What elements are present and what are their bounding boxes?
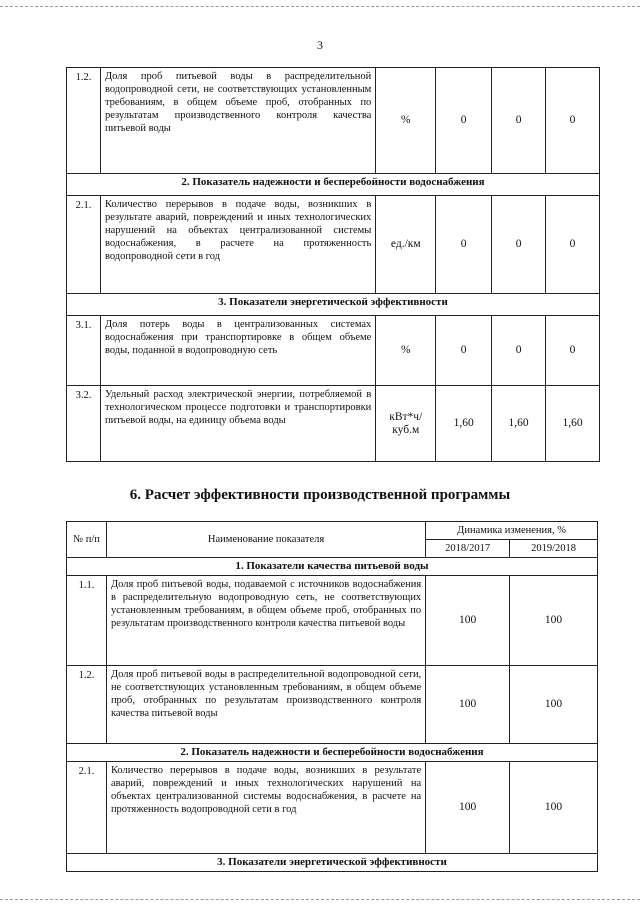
- table-row: [67, 68, 600, 174]
- section-row: [67, 854, 598, 872]
- column-header-year: 2019/2018: [510, 540, 598, 558]
- column-header-number: № п/п: [67, 522, 107, 558]
- section-heading: 3. Показатели энергетической эффективности: [67, 854, 598, 872]
- value-cell: 0: [546, 196, 600, 294]
- scan-edge-top: [0, 0, 640, 7]
- efficiency-table: [66, 521, 598, 872]
- row-number: 2.1.: [67, 196, 101, 294]
- table-row: [67, 762, 598, 854]
- unit-cell: %: [376, 316, 436, 386]
- table-row: [67, 316, 600, 386]
- table-row: [67, 196, 600, 294]
- row-number: 2.1.: [67, 762, 107, 854]
- section-heading: 2. Показатель надежности и бесперебойности водоснабжения: [67, 744, 598, 762]
- indicator-name: Доля проб питьевой воды, подаваемой с источников водоснабжения в распределительную водопроводную сеть, не соответствующих установленным требованиям, в общем объеме проб, отобранных по результатам производственного контроля качества питьевой воды: [106, 576, 425, 666]
- section-heading: 2. Показатель надежности и бесперебойности водоснабжения: [67, 174, 600, 196]
- value-cell: 0: [436, 316, 492, 386]
- value-cell: 1,60: [492, 386, 546, 462]
- column-header-year: 2018/2017: [426, 540, 510, 558]
- value-cell: 0: [492, 196, 546, 294]
- table-row: [67, 386, 600, 462]
- value-cell: 100: [426, 666, 510, 744]
- column-header-name: Наименование показателя: [106, 522, 425, 558]
- unit-cell: кВт*ч/ куб.м: [376, 386, 436, 462]
- value-cell: 1,60: [436, 386, 492, 462]
- indicators-table-continued: [66, 67, 600, 462]
- value-cell: 100: [426, 762, 510, 854]
- value-cell: 100: [510, 762, 598, 854]
- section-row: [67, 558, 598, 576]
- section-row: [67, 744, 598, 762]
- row-number: 1.2.: [67, 68, 101, 174]
- section-title: 6. Расчет эффективности производственной программы: [129, 487, 511, 503]
- indicator-name: Количество перерывов в подаче воды, возникших в результате аварий, повреждений и иных технологических нарушений на объектах централизованной системы водоснабжения, в расчете на протяженность водопроводной сети в год: [106, 762, 425, 854]
- table-header-row: [67, 522, 598, 540]
- row-number: 3.2.: [67, 386, 101, 462]
- value-cell: 0: [492, 68, 546, 174]
- value-cell: 0: [546, 316, 600, 386]
- unit-cell: ед./км: [376, 196, 436, 294]
- section-row: [67, 294, 600, 316]
- scan-edge-bottom: [0, 899, 640, 901]
- row-number: 3.1.: [67, 316, 101, 386]
- indicator-name: Количество перерывов в подаче воды, возникших в результате аварий, повреждений и иных технологических нарушений на объектах централизованной системы водоснабжения, в расчете на протяженность водопроводной сети в год: [100, 196, 375, 294]
- value-cell: 100: [510, 666, 598, 744]
- value-cell: 0: [492, 316, 546, 386]
- section-heading: 3. Показатели энергетической эффективности: [67, 294, 600, 316]
- indicator-name: Удельный расход электрической энергии, потребляемой в технологическом процессе подготовки и транспортировки питьевой воды, на единицу объема воды: [100, 386, 375, 462]
- table-row: [67, 576, 598, 666]
- indicator-name: Доля проб питьевой воды в распределительной водопроводной сети, не соответствующих установленным требованиям, в общем объеме проб, отобранных по результатам производственного контроля качества питьевой воды: [106, 666, 425, 744]
- value-cell: 0: [546, 68, 600, 174]
- section-row: [67, 174, 600, 196]
- value-cell: 100: [510, 576, 598, 666]
- row-number: 1.2.: [67, 666, 107, 744]
- value-cell: 1,60: [546, 386, 600, 462]
- value-cell: 0: [436, 68, 492, 174]
- table-row: [67, 666, 598, 744]
- page-number: 3: [317, 38, 323, 52]
- value-cell: 100: [426, 576, 510, 666]
- row-number: 1.1.: [67, 576, 107, 666]
- indicator-name: Доля проб питьевой воды в распределительной водопроводной сети, не соответствующих установленным требованиям, в общем объеме проб, отобранных по результатам производственного контроля качества питьевой воды: [100, 68, 375, 174]
- indicator-name: Доля потерь воды в централизованных системах водоснабжения при транспортировке в общем объеме воды, поданной в водопроводную сеть: [100, 316, 375, 386]
- column-header-dynamics: Динамика изменения, %: [426, 522, 598, 540]
- section-heading: 1. Показатели качества питьевой воды: [67, 558, 598, 576]
- value-cell: 0: [436, 196, 492, 294]
- unit-cell: %: [376, 68, 436, 174]
